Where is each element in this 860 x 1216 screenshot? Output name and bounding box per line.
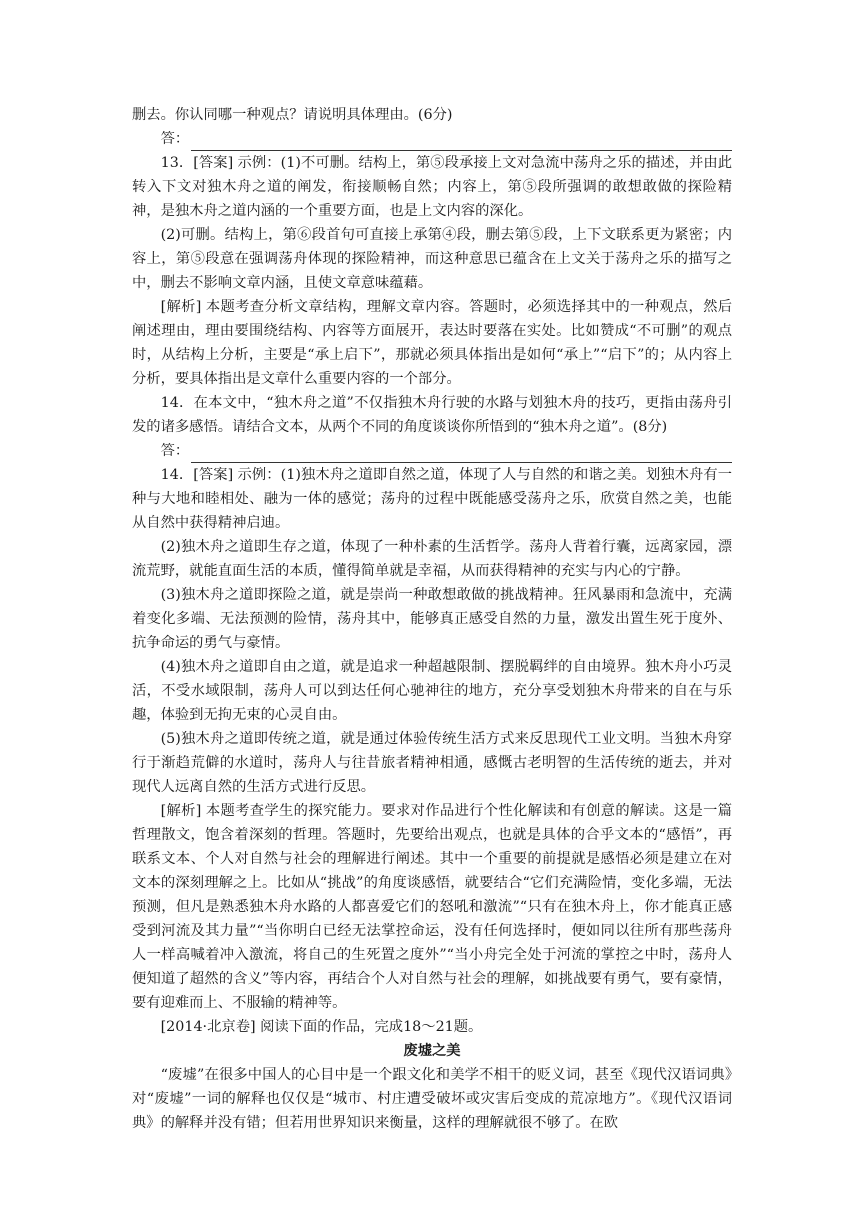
answer-14-part3: (3)独木舟之道即探险之道，就是崇尚一种敢想敢做的挑战精神。狂风暴雨和急流中，充满着变化多端、无法预测的险情，荡舟其中，能够真正感受自然的力量，激发出置生死于度外、抗争命运的勇气与豪情。 — [132, 587, 732, 651]
answer-14-part1: 14．[答案] 示例：(1)独木舟之道即自然之道，体现了人与自然的和谐之美。划独木舟有一种与大地和睦相处、融为一体的感觉；荡舟的过程中既能感受荡舟之乐，欣赏自然之美，也能从自然中获得精神启迪。 — [132, 467, 732, 531]
analysis-13: [解析] 本题考查分析文章结构，理解文章内容。答题时，必须选择其中的一种观点，然后阐述理由，理由要围绕结构、内容等方面展开，表达时要落在实处。比如赞成“不可删”的观点时，从结构上分析，主要是“承上启下”，那就必须具体指出是如何“承上”“启下”的；从内容上分析，要具体指出是文章什么重要内容的一个部分。 — [132, 299, 733, 387]
document-body — [132, 103, 732, 1135]
essay-title: 废墟之美 — [403, 1043, 461, 1059]
analysis-tag: [解析] — [160, 803, 202, 819]
answer-underline — [191, 133, 732, 151]
answer-13-part1: 13．[答案] 示例：(1)不可删。结构上，第⑤段承接上文对急流中荡舟之乐的描述，并由此转入下文对独木舟之道的阐发，衔接顺畅自然；内容上，第⑤段所强调的敢想敢做的探险精神，是独木舟之道内涵的一个重要方面，也是上文内容的深化。 — [132, 155, 732, 219]
answer-13-part2: (2)可删。结构上，第⑥段首句可直接上承第④段，删去第⑤段，上下文联系更为紧密；内容上，第⑤段意在强调荡舟体现的探险精神，而这种意思已蕴含在上文关于荡舟之乐的描写之中，删去不影响文章内涵，且使文章意味蕴藉。 — [132, 227, 732, 291]
answer-blank-13 — [132, 127, 732, 151]
answer-tag: 13．[答案] — [160, 155, 234, 171]
answer-14-part5: (5)独木舟之道即传统之道，就是通过体验传统生活方式来反思现代工业文明。当独木舟穿行于渐趋荒僻的水道时，荡舟人与往昔旅者精神相通，感慨古老明智的生活传统的逝去，并对现代人远离自然的生活方式进行反思。 — [132, 731, 732, 795]
answer-underline — [191, 445, 732, 463]
question-14: 14．在本文中，“独木舟之道”不仅指独木舟行驶的水路与划独木舟的技巧，更指由荡舟引发的诸多感悟。请结合文本，从两个不同的角度谈谈你所悟到的“独木舟之道”。(8分) — [132, 395, 732, 435]
essay-paragraph: “废墟”在很多中国人的心目中是一个跟文化和美学不相干的贬义词，甚至《现代汉语词典》对“废墟”一词的解释也仅仅是“城市、村庄遭受破坏或灾害后变成的荒凉地方”。《现代汉语词典》的解释并没有错；但若用世界知识来衡量，这样的理解就很不够了。在欧 — [132, 1067, 732, 1131]
analysis-tag: [解析] — [160, 299, 202, 315]
answer-tag: 14．[答案] — [160, 467, 234, 483]
answer-label: 答： — [160, 131, 190, 147]
source-line: [2014·北京卷] 阅读下面的作品，完成18～21题。 — [160, 1019, 483, 1035]
answer-label: 答： — [160, 443, 190, 459]
answer-14-part4: (4)独木舟之道即自由之道，就是追求一种超越限制、摆脱羁绊的自由境界。独木舟小巧灵活，不受水域限制，荡舟人可以到达任何心驰神往的地方，充分享受划独木舟带来的自在与乐趣，体验到无拘无束的心灵自由。 — [132, 659, 732, 723]
analysis-14: [解析] 本题考查学生的探究能力。要求对作品进行个性化解读和有创意的解读。这是一篇哲理散文，饱含着深刻的哲理。答题时，先要给出观点，也就是具体的合乎文本的“感悟”，再联系文本、个人对自然与社会的理解进行阐述。其中一个重要的前提就是感悟必须是建立在对文本的深刻理解之上。比如从“挑战”的角度谈感悟，就要结合“它们充满险情，变化多端，无法预测，但凡是熟悉独木舟水路的人都喜爱它们的怒吼和激流”“只有在独木舟上，你才能真正感受到河流及其力量”“当你明白已经无法掌控命运，没有任何选择时，便如同以往所有那些荡舟人一样高喊着冲入激流，将自己的生死置之度外”“当小舟完全处于河流的掌控之中时，荡舟人便知道了超然的含义”等内容，再结合个人对自然与社会的理解，如挑战要有勇气，要有豪情，要有迎难而上、不服输的精神等。 — [132, 803, 733, 1011]
question-tail: 删去。你认同哪一种观点？请说明具体理由。(6分) — [132, 107, 453, 123]
answer-blank-14 — [132, 439, 732, 463]
answer-14-part2: (2)独木舟之道即生存之道，体现了一种朴素的生活哲学。荡舟人背着行囊，远离家园，漂流荒野，就能直面生活的本质，懂得简单就是幸福，从而获得精神的充实与内心的宁静。 — [132, 539, 732, 579]
